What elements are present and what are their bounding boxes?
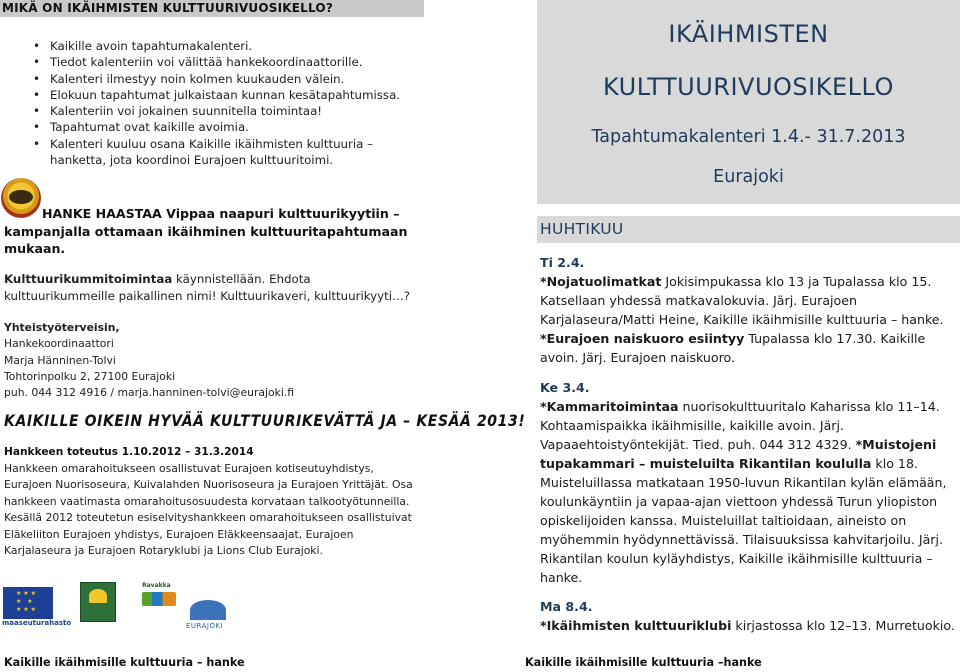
bullet-item: • Kalenteri kuuluu osana Kaikille ikäihmisten kulttuuria – hanketta, jota koordinoi Eurajoen kulttuuritoimi. bbox=[0, 136, 420, 169]
event-day: Ma 8.4. bbox=[540, 599, 593, 614]
location-title: Eurajoki bbox=[713, 167, 784, 187]
bullet-item: • Tiedot kalenteriin voi välittää hankekoordinaattorille. bbox=[0, 54, 420, 70]
event-day: Ke 3.4. bbox=[540, 380, 590, 395]
title-line-2: KULTTUURIVUOSIKELLO bbox=[603, 73, 894, 101]
toteutus-heading: Hankkeen toteutus 1.10.2012 – 31.3.2014 bbox=[4, 446, 254, 458]
event-entry: Ma 8.4. *Ikäihmisten kulttuuriklubi kirjastossa klo 12–13. Murretuokio. bbox=[540, 599, 955, 633]
event-day: Ti 2.4. bbox=[540, 255, 585, 270]
title-line-1: IKÄIHMISTEN bbox=[668, 20, 829, 48]
bullet-item: • Elokuun tapahtumat julkaistaan kunnan kesätapahtumissa. bbox=[0, 87, 420, 103]
eu-caption: maaseuturahasto bbox=[2, 619, 72, 627]
calendar-subtitle: Tapahtumakalenteri 1.4.- 31.7.2013 bbox=[591, 127, 906, 147]
toteutus-paragraph: Hankkeen omarahoitukseen osallistuvat Eurajoen kotiseutuyhdistys, Eurajoen Nuorisoseura, Kuivalahden Nuorisoseura ja Eurajoen Yrittäjät. Osa hankkeen vaatimasta omarahoitusosuudesta korvataan talkootyötunneilla. Kesällä 2012 toteutetun esiselvityshankkeen omarahoitukseen osallistuivat Eläkeliiton Eurajoen yhdistys, Eurajoen Eläkkeensaajat, Eurajoen Karjalaseura ja Eurajoen Rotaryklubi ja Lions Club Eurajoki. bbox=[4, 462, 413, 558]
event-entry: Ti 2.4. *Nojatuolimatkat Jokisimpukassa klo 13 ja Tupalassa klo 15. Katsellaan yhdessä matkavalokuvia. Järj. Eurajoen Karjalaseura/Matti Heine, Kaikille ikäihmisille kulttuuria – hanke. *Eurajoen naiskuoro esiintyy Tupalassa klo 17.30. Kaikille avoin. Järj. Eurajoen naiskuoro. bbox=[540, 253, 956, 367]
bullet-item: • Kalenteri ilmestyy noin kolmen kuukauden välein. bbox=[0, 71, 420, 87]
left-heading: MIKÄ ON IKÄIHMISTEN KULTTUURIVUOSIKELLO? bbox=[2, 1, 333, 15]
bullet-item: • Kaikille avoin tapahtumakalenteri. bbox=[0, 38, 420, 54]
sponsor-logos bbox=[0, 582, 420, 632]
contact-name: Marja Hänninen-Tolvi bbox=[4, 353, 116, 367]
contact-block bbox=[4, 320, 414, 401]
ravakka-caption: Ravakka bbox=[142, 582, 171, 589]
leader-logo-icon bbox=[80, 582, 116, 622]
contact-greeting: Yhteistyöterveisin, bbox=[4, 321, 120, 334]
kulttuurikummi-paragraph: Kulttuurikummitoimintaa käynnistellään. Ehdota kulttuurikummeille paikallinen nimi! Kulttuurikaveri, kulttuurikyyti…? bbox=[4, 272, 411, 303]
slogan-text: KAIKILLE OIKEIN HYVÄÄ KULTTUURIKEVÄTTÄ JA – KESÄÄ 2013! bbox=[4, 412, 526, 431]
eu-flag-icon bbox=[3, 587, 53, 619]
eurajoki-logo-icon bbox=[190, 600, 226, 620]
bullet-item: • Kalenteriin voi jokainen suunnitella toimintaa! bbox=[0, 103, 420, 119]
eurajoki-caption: EURAJOKI bbox=[186, 622, 224, 630]
bullet-item: • Tapahtumat ovat kaikille avoimia. bbox=[0, 119, 420, 135]
contact-phone-email: puh. 044 312 4916 / marja.hanninen-tolvi@eurajoki.fi bbox=[4, 386, 295, 400]
info-bullet-list bbox=[0, 38, 420, 168]
month-label: HUHTIKUU bbox=[540, 220, 624, 238]
left-footer: Kaikille ikäihmisille kulttuuria – hanke bbox=[4, 656, 245, 669]
contact-address: Tohtorinpolku 2, 27100 Eurajoki bbox=[4, 369, 176, 383]
hanke-haastaa-heading: HANKE HAASTAA Vippaa naapuri kulttuurikyytiin – kampanjalla ottamaan ikäihminen kulttuuritapahtumaan mukaan. bbox=[4, 206, 408, 256]
contact-role: Hankekoordinaattori bbox=[4, 337, 114, 351]
event-entry: Ke 3.4. *Kammaritoimintaa nuorisokulttuuritalo Kaharissa klo 11–14. Kohtaamispaikka ikäihmisille, kaikille avoin. Järj. Vapaaehtoistyöntekijät. Tied. puh. 044 312 4329. *Muistojeni tupakammari – muisteluilta Rikantilan koululla klo 18. Muisteluillassa matkataan 1950-luvun Rikantilan kylän elämään, koulunkäyntiin ja vapaa-ajan viettoon yhdessä Turun yliopiston opiskelijoiden kanssa. Muisteluillat taltioidaan, aineisto on myöhemmin hyödynnettävissä. Tilaisuuksissa kahvitarjoilu. Järj. Rikantilan koulun kyläyhdistys, Kaikille ikäihmisille kulttuuria – hanke. bbox=[540, 378, 956, 587]
right-footer: Kaikille ikäihmisille kulttuuria –hanke bbox=[525, 656, 762, 669]
